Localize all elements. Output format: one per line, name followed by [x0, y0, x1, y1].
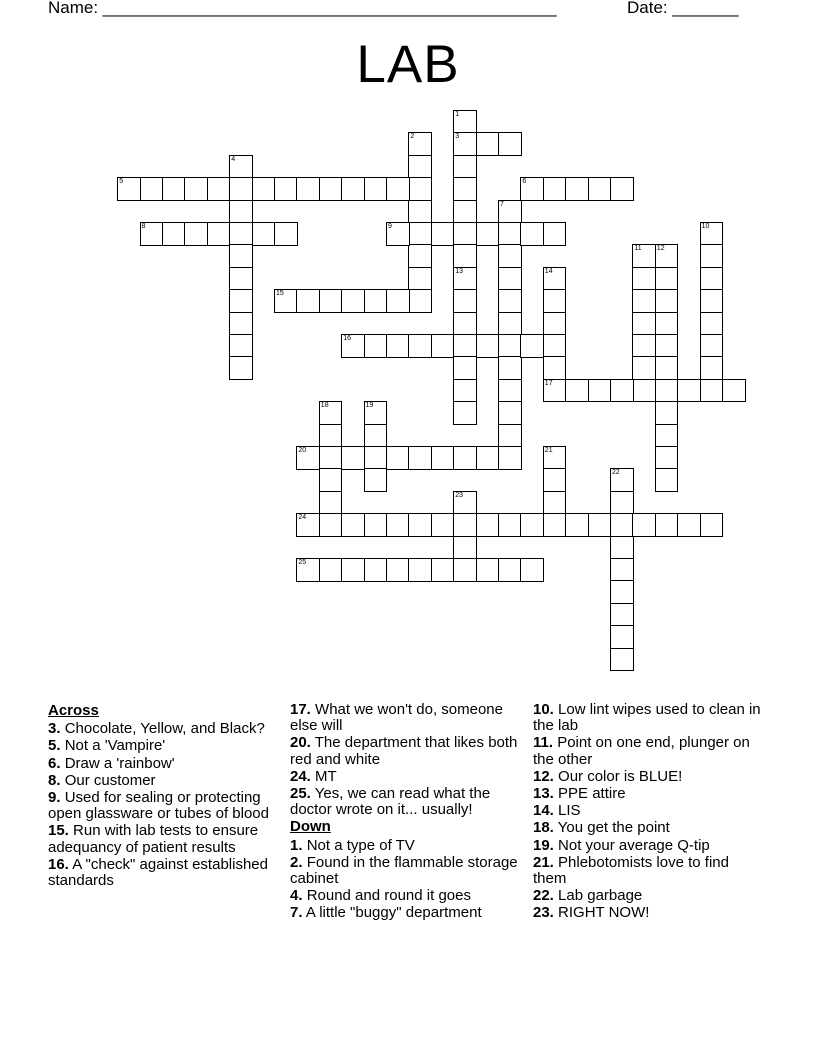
- grid-cell[interactable]: [498, 244, 522, 268]
- grid-cell[interactable]: [610, 177, 634, 201]
- grid-cell[interactable]: [610, 379, 634, 403]
- grid-cell[interactable]: [453, 379, 477, 403]
- grid-cell[interactable]: [498, 424, 522, 448]
- grid-cell[interactable]: [408, 446, 432, 470]
- clue-down-7: 7. A little "buggy" department: [290, 904, 482, 922]
- clue-down-22: 22. Lab garbage: [533, 887, 643, 905]
- grid-cell[interactable]: [677, 513, 701, 537]
- grid-cell[interactable]: [453, 513, 477, 537]
- grid-cell[interactable]: [431, 558, 455, 582]
- grid-cell[interactable]: [319, 491, 343, 515]
- grid-cell[interactable]: [610, 580, 634, 604]
- grid-cell[interactable]: [453, 536, 477, 560]
- grid-cell[interactable]: [543, 356, 567, 380]
- grid-cell[interactable]: [341, 446, 365, 470]
- clue-number: 18: [320, 402, 329, 410]
- grid-cell[interactable]: [319, 468, 343, 492]
- grid-cell[interactable]: [386, 513, 410, 537]
- clues-column-1: [48, 702, 273, 890]
- grid-cell[interactable]: [498, 222, 522, 246]
- clue-down-4: 4. Round and round it goes: [290, 887, 471, 905]
- grid-cell[interactable]: [274, 177, 298, 201]
- grid-cell[interactable]: [498, 356, 522, 380]
- grid-cell[interactable]: [610, 513, 634, 537]
- grid-cell[interactable]: [431, 222, 455, 246]
- grid-cell[interactable]: [431, 334, 455, 358]
- grid-cell[interactable]: [543, 177, 567, 201]
- grid-cell[interactable]: [319, 446, 343, 470]
- grid-cell[interactable]: [319, 424, 343, 448]
- clue-number: 1: [455, 111, 460, 118]
- grid-cell[interactable]: [229, 244, 253, 268]
- grid-cell[interactable]: [364, 334, 388, 358]
- clue-across-5: 5. Not a 'Vampire': [48, 737, 166, 755]
- grid-cell[interactable]: [677, 379, 701, 403]
- clue-down-2: 2. Found in the flammable storage cabinet: [290, 853, 518, 888]
- date-field[interactable]: Date: _______: [627, 0, 739, 17]
- clue-across-9: 9. Used for sealing or protecting open glassware or tubes of blood: [48, 789, 269, 823]
- grid-cell[interactable]: [543, 513, 567, 537]
- grid-cell[interactable]: [140, 177, 164, 201]
- grid-cell[interactable]: [520, 334, 544, 358]
- grid-cell[interactable]: [364, 558, 388, 582]
- grid-cell[interactable]: [700, 289, 724, 313]
- grid-cell[interactable]: [498, 401, 522, 425]
- grid-cell[interactable]: [610, 468, 634, 492]
- grid-cell[interactable]: [319, 401, 343, 425]
- grid-cell[interactable]: [364, 177, 388, 201]
- grid-cell[interactable]: [543, 312, 567, 336]
- grid-cell[interactable]: [520, 558, 544, 582]
- grid-cell[interactable]: [341, 289, 365, 313]
- grid-cell[interactable]: [565, 177, 589, 201]
- grid-cell[interactable]: [543, 468, 567, 492]
- grid-cell[interactable]: [364, 289, 388, 313]
- grid-cell[interactable]: [364, 468, 388, 492]
- grid-cell[interactable]: [184, 222, 208, 246]
- grid-cell[interactable]: [700, 334, 724, 358]
- grid-cell[interactable]: [252, 222, 276, 246]
- grid-cell[interactable]: [229, 222, 253, 246]
- grid-cell[interactable]: [386, 446, 410, 470]
- clue-across-16: 16. A "check" against established standards: [48, 855, 268, 890]
- grid-cell[interactable]: [700, 513, 724, 537]
- grid-cell[interactable]: [722, 379, 746, 403]
- grid-cell[interactable]: [655, 289, 679, 313]
- grid-cell[interactable]: [588, 513, 612, 537]
- clue-across-24: 24. MT: [290, 767, 337, 785]
- grid-cell[interactable]: [408, 200, 432, 224]
- grid-cell[interactable]: [655, 379, 679, 403]
- grid-cell[interactable]: [229, 267, 253, 291]
- grid-cell[interactable]: [498, 267, 522, 291]
- grid-cell[interactable]: [610, 603, 634, 627]
- grid-cell[interactable]: [431, 446, 455, 470]
- grid-cell[interactable]: [296, 558, 320, 582]
- grid-cell[interactable]: [655, 244, 679, 268]
- clue-number: 24: [298, 514, 307, 522]
- grid-cell[interactable]: [543, 379, 567, 403]
- grid-cell[interactable]: [700, 267, 724, 291]
- clue-number: 12: [656, 245, 665, 253]
- clue-down-11: 11. Point on one end, plunger on the other: [533, 734, 750, 768]
- clue-number: 14: [544, 267, 553, 275]
- grid-cell[interactable]: [453, 110, 477, 134]
- grid-cell[interactable]: [386, 222, 410, 246]
- grid-cell[interactable]: [252, 177, 276, 201]
- grid-cell[interactable]: [453, 267, 477, 291]
- grid-cell[interactable]: [632, 356, 656, 380]
- grid-cell[interactable]: [610, 625, 634, 649]
- clue-down-19: 19. Not your average Q-tip: [533, 836, 710, 854]
- grid-cell[interactable]: [453, 155, 477, 179]
- clue-number: 21: [544, 447, 553, 454]
- grid-cell[interactable]: [476, 513, 500, 537]
- clue-down-12: 12. Our color is BLUE!: [533, 767, 683, 785]
- grid-cell[interactable]: [632, 312, 656, 336]
- clue-number: 16: [343, 335, 351, 342]
- clue-down-18: 18. You get the point: [533, 819, 670, 837]
- grid-cell[interactable]: [229, 200, 253, 224]
- grid-cell[interactable]: [453, 200, 477, 224]
- grid-cell[interactable]: [655, 468, 679, 492]
- grid-cell[interactable]: [543, 267, 567, 291]
- grid-cell[interactable]: [453, 289, 477, 313]
- clue-across-20: 20. The department that likes both red and white: [290, 734, 518, 768]
- grid-cell[interactable]: [520, 177, 544, 201]
- grid-cell[interactable]: [229, 312, 253, 336]
- grid-cell[interactable]: [700, 222, 724, 246]
- grid-cell[interactable]: [498, 289, 522, 313]
- grid-cell[interactable]: [543, 222, 567, 246]
- clue-number: 4: [231, 155, 236, 163]
- grid-cell[interactable]: [610, 558, 634, 582]
- clues-column-3: [533, 702, 763, 923]
- grid-cell[interactable]: [543, 491, 567, 515]
- grid-cell[interactable]: [655, 401, 679, 425]
- grid-cell[interactable]: [498, 200, 522, 224]
- grid-cell[interactable]: [296, 289, 320, 313]
- grid-cell[interactable]: [408, 177, 432, 201]
- clue-down-14: 14. LIS: [533, 802, 581, 820]
- grid-cell[interactable]: [655, 424, 679, 448]
- grid-cell[interactable]: [229, 177, 253, 201]
- grid-cell[interactable]: [588, 379, 612, 403]
- clue-number: 3: [455, 133, 460, 141]
- grid-cell[interactable]: [364, 513, 388, 537]
- grid-cell[interactable]: [476, 446, 500, 470]
- grid-cell[interactable]: [319, 513, 343, 537]
- name-field[interactable]: Name: ________________________________________________: [48, 0, 557, 17]
- grid-cell[interactable]: [408, 244, 432, 268]
- grid-cell[interactable]: [341, 558, 365, 582]
- grid-cell[interactable]: [162, 222, 186, 246]
- clue-number: 15: [276, 290, 284, 298]
- clue-number: 22: [612, 469, 620, 477]
- clue-down-23: 23. RIGHT NOW!: [533, 904, 650, 922]
- grid-cell[interactable]: [655, 356, 679, 380]
- grid-cell[interactable]: [498, 334, 522, 358]
- grid-cell[interactable]: [229, 155, 253, 179]
- clue-across-17: 17. What we won't do, someone else will: [290, 701, 503, 735]
- grid-cell[interactable]: [610, 491, 634, 515]
- grid-cell[interactable]: [364, 446, 388, 470]
- grid-cell[interactable]: [408, 289, 432, 313]
- clue-across-6: 6. Draw a 'rainbow': [48, 754, 175, 772]
- clue-number: 11: [634, 245, 642, 253]
- grid-cell[interactable]: [632, 379, 656, 403]
- clue-down-13: 13. PPE attire: [533, 785, 626, 803]
- clue-number: 20: [298, 447, 307, 454]
- grid-cell[interactable]: [431, 513, 455, 537]
- grid-cell[interactable]: [498, 379, 522, 403]
- grid-cell[interactable]: [453, 356, 477, 380]
- grid-cell[interactable]: [408, 155, 432, 179]
- grid-cell[interactable]: [498, 558, 522, 582]
- grid-cell[interactable]: [453, 222, 477, 246]
- grid-cell[interactable]: [453, 401, 477, 425]
- grid-cell[interactable]: [543, 334, 567, 358]
- grid-cell[interactable]: [386, 558, 410, 582]
- clue-across-15: 15. Run with lab tests to ensure adequancy of patient results: [48, 822, 259, 856]
- down-heading: Down: [290, 818, 331, 836]
- grid-cell[interactable]: [453, 558, 477, 582]
- grid-cell[interactable]: [565, 379, 589, 403]
- grid-cell[interactable]: [655, 334, 679, 358]
- clue-number: 6: [522, 178, 527, 186]
- grid-cell[interactable]: [117, 177, 141, 201]
- clue-number: 2: [410, 133, 415, 141]
- clue-down-1: 1. Not a type of TV: [290, 836, 415, 854]
- grid-cell[interactable]: [408, 267, 432, 291]
- grid-cell[interactable]: [655, 267, 679, 291]
- grid-cell[interactable]: [386, 334, 410, 358]
- grid-cell[interactable]: [610, 536, 634, 560]
- grid-cell[interactable]: [408, 222, 432, 246]
- grid-cell[interactable]: [229, 356, 253, 380]
- clue-down-21: 21. Phlebotomists love to find them: [533, 853, 729, 888]
- clue-across-25: 25. Yes, we can read what the doctor wrote on it... usually!: [290, 785, 491, 819]
- grid-cell[interactable]: [520, 513, 544, 537]
- grid-cell[interactable]: [319, 558, 343, 582]
- grid-cell[interactable]: [386, 289, 410, 313]
- grid-cell[interactable]: [453, 312, 477, 336]
- grid-cell[interactable]: [632, 267, 656, 291]
- grid-cell[interactable]: [229, 334, 253, 358]
- grid-cell[interactable]: [700, 356, 724, 380]
- clue-across-8: 8. Our customer: [48, 771, 156, 789]
- grid-cell[interactable]: [700, 312, 724, 336]
- puzzle-title: LAB: [356, 35, 460, 94]
- grid-cell[interactable]: [207, 177, 231, 201]
- across-heading: Across: [48, 702, 99, 719]
- grid-cell[interactable]: [632, 289, 656, 313]
- grid-cell[interactable]: [296, 513, 320, 537]
- grid-cell[interactable]: [162, 177, 186, 201]
- clue-number: 23: [455, 491, 463, 499]
- grid-cell[interactable]: [520, 222, 544, 246]
- grid-cell[interactable]: [632, 513, 656, 537]
- clue-across-3: 3. Chocolate, Yellow, and Black?: [48, 720, 265, 738]
- grid-cell[interactable]: [319, 177, 343, 201]
- grid-cell[interactable]: [296, 446, 320, 470]
- grid-cell[interactable]: [229, 289, 253, 313]
- grid-cell[interactable]: [700, 379, 724, 403]
- grid-cell[interactable]: [408, 513, 432, 537]
- grid-cell[interactable]: [498, 132, 522, 156]
- grid-cell[interactable]: [453, 334, 477, 358]
- grid-cell[interactable]: [140, 222, 164, 246]
- grid-cell[interactable]: [476, 132, 500, 156]
- grid-cell[interactable]: [453, 177, 477, 201]
- clue-number: 8: [141, 223, 146, 230]
- grid-cell[interactable]: [543, 446, 567, 470]
- grid-cell[interactable]: [184, 177, 208, 201]
- grid-cell[interactable]: [296, 177, 320, 201]
- grid-cell[interactable]: [386, 177, 410, 201]
- grid-cell[interactable]: [274, 289, 298, 313]
- grid-cell[interactable]: [364, 424, 388, 448]
- grid-cell[interactable]: [543, 289, 567, 313]
- grid-cell[interactable]: [655, 446, 679, 470]
- clue-number: 17: [544, 379, 553, 387]
- grid-cell[interactable]: [453, 244, 477, 268]
- grid-cell[interactable]: [588, 177, 612, 201]
- clue-number: 7: [500, 200, 504, 208]
- grid-cell[interactable]: [476, 222, 500, 246]
- grid-cell[interactable]: [408, 558, 432, 582]
- grid-cell[interactable]: [476, 334, 500, 358]
- clue-number: 9: [388, 223, 392, 230]
- clue-down-10: 10. Low lint wipes used to clean in the lab: [533, 701, 761, 735]
- clue-number: 13: [455, 267, 463, 275]
- grid-cell[interactable]: [498, 513, 522, 537]
- clue-number: 10: [701, 223, 710, 230]
- grid-cell[interactable]: [274, 222, 298, 246]
- grid-cell[interactable]: [364, 401, 388, 425]
- grid-cell[interactable]: [700, 244, 724, 268]
- grid-cell[interactable]: [610, 648, 634, 672]
- grid-cell[interactable]: [453, 132, 477, 156]
- clues-column-2: [290, 702, 525, 923]
- grid-cell[interactable]: [453, 491, 477, 515]
- grid-cell[interactable]: [408, 132, 432, 156]
- grid-cell[interactable]: [498, 312, 522, 336]
- clue-number: 19: [365, 402, 374, 410]
- grid-cell[interactable]: [408, 334, 432, 358]
- grid-cell[interactable]: [341, 513, 365, 537]
- grid-cell[interactable]: [632, 244, 656, 268]
- grid-cell[interactable]: [655, 312, 679, 336]
- grid-cell[interactable]: [655, 513, 679, 537]
- clue-number: 5: [119, 178, 124, 186]
- grid-cell[interactable]: [453, 446, 477, 470]
- grid-cell[interactable]: [341, 334, 365, 358]
- grid-cell[interactable]: [319, 289, 343, 313]
- grid-cell[interactable]: [498, 446, 522, 470]
- grid-cell[interactable]: [207, 222, 231, 246]
- grid-cell[interactable]: [632, 334, 656, 358]
- clue-number: 25: [298, 559, 307, 566]
- grid-cell[interactable]: [341, 177, 365, 201]
- grid-cell[interactable]: [565, 513, 589, 537]
- grid-cell[interactable]: [476, 558, 500, 582]
